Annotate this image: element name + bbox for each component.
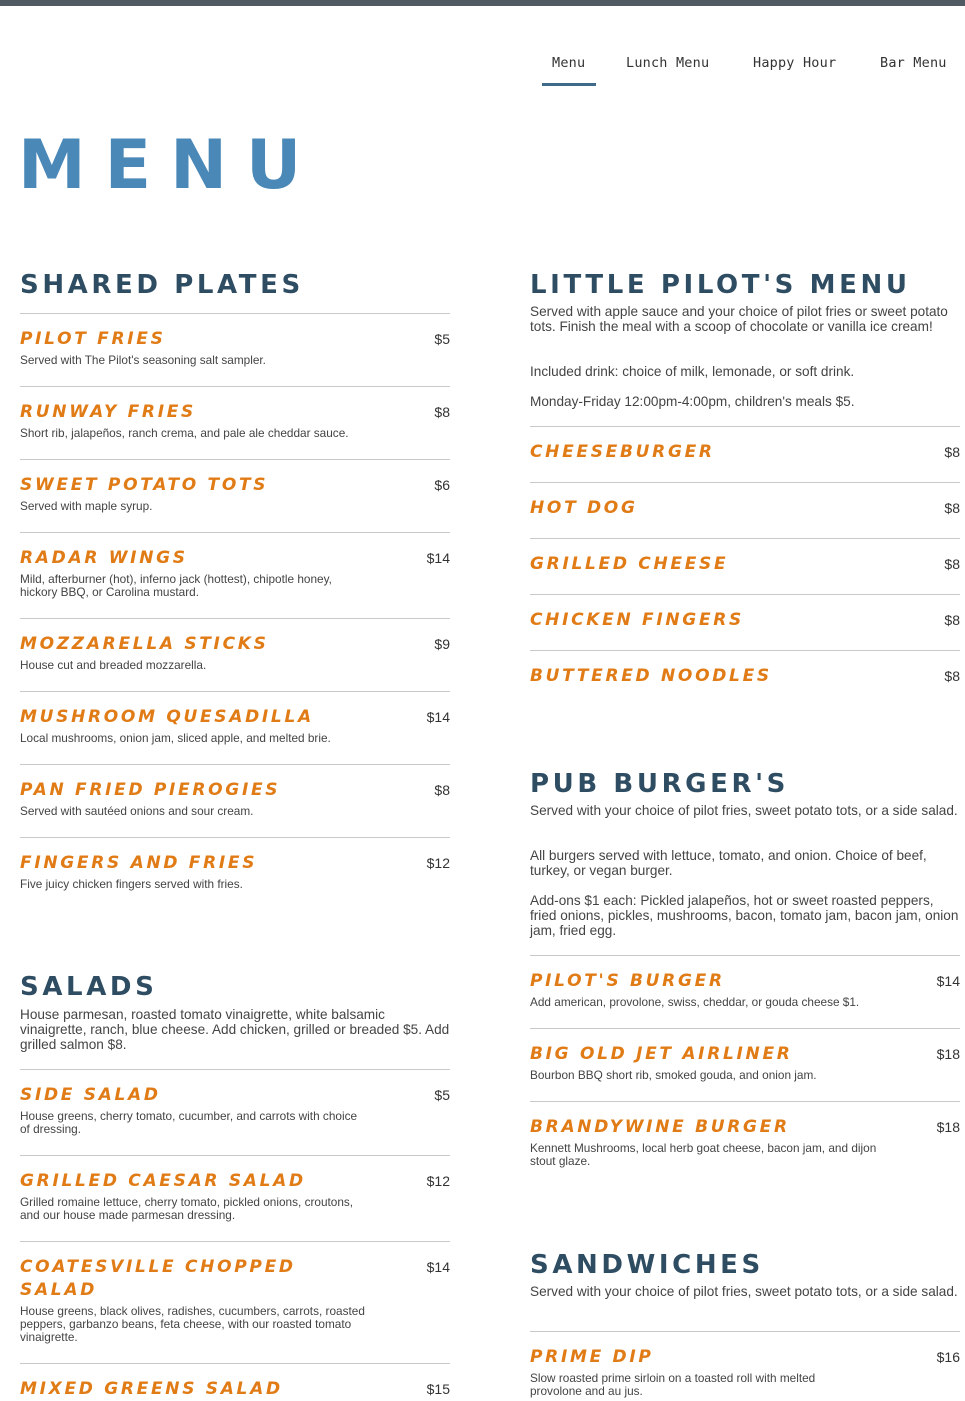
item-name: PRIME DIP <box>530 1347 654 1367</box>
divider <box>20 386 450 387</box>
item-name: GRILLED CAESAR SALAD <box>20 1171 306 1191</box>
item-desc: House greens, cherry tomato, cucumber, and carrots with choice of dressing. <box>20 1109 358 1136</box>
item-price: $18 <box>936 1119 960 1135</box>
item-name: CHICKEN FINGERS <box>530 610 745 630</box>
item-price: $8 <box>944 668 960 684</box>
item-name: SWEET POTATO TOTS <box>20 475 269 495</box>
nav-tab-lunch-menu[interactable]: Lunch Menu <box>626 55 710 71</box>
item-price: $16 <box>936 1349 960 1365</box>
item-price: $8 <box>434 782 450 798</box>
item-desc: Grilled romaine lettuce, cherry tomato, pickled onions, croutons, and our house made parmesan dressing. <box>20 1195 354 1222</box>
item-price: $12 <box>426 855 450 871</box>
divider <box>20 618 450 619</box>
item-name: FINGERS AND FRIES <box>20 853 258 873</box>
divider <box>20 764 450 765</box>
item-name: RUNWAY FRIES <box>20 402 196 422</box>
divider <box>530 482 960 483</box>
section-desc: Served with your choice of pilot fries, sweet potato tots, or a side salad. <box>530 803 958 818</box>
item-desc: Served with The Pilot's seasoning salt sampler. <box>20 353 266 367</box>
item-name: MUSHROOM QUESADILLA <box>20 707 314 727</box>
item-desc: Served with sautéed onions and sour cream. <box>20 804 254 818</box>
divider <box>20 532 450 533</box>
item-price: $14 <box>426 1259 450 1275</box>
item-price: $14 <box>426 709 450 725</box>
section-desc: Served with apple sauce and your choice of pilot fries or sweet potato tots. Finish the meal with a scoop of chocolate or vanilla ice cream! <box>530 304 948 334</box>
nav-tab-menu[interactable]: Menu <box>552 55 586 71</box>
item-name: PILOT FRIES <box>20 329 166 349</box>
item-name: RADAR WINGS <box>20 548 188 568</box>
item-price: $8 <box>944 500 960 516</box>
item-price: $5 <box>434 1087 450 1103</box>
section-desc: Add-ons $1 each: Pickled jalapeños, hot or sweet roasted peppers, fried onions, pickles, mushrooms, bacon, tomato jam, bacon jam, onion jam, fried egg. <box>530 893 959 938</box>
divider <box>530 955 960 956</box>
divider <box>20 313 450 314</box>
divider <box>530 1028 960 1029</box>
item-name: MOZZARELLA STICKS <box>20 634 269 654</box>
divider <box>530 538 960 539</box>
divider <box>530 594 960 595</box>
item-desc: House cut and breaded mozzarella. <box>20 658 207 672</box>
nav-tab-bar-menu[interactable]: Bar Menu <box>880 55 947 71</box>
section-title: SALADS <box>20 972 158 1002</box>
item-name: BIG OLD JET AIRLINER <box>530 1044 793 1064</box>
item-price: $12 <box>426 1173 450 1189</box>
item-price: $9 <box>434 636 450 652</box>
item-desc: Slow roasted prime sirloin on a toasted roll with melted provolone and au jus. <box>530 1371 816 1398</box>
item-name: HOT DOG <box>530 498 638 518</box>
divider <box>20 691 450 692</box>
section-desc: Monday-Friday 12:00pm-4:00pm, children's meals $5. <box>530 394 855 409</box>
item-desc: House greens, black olives, radishes, cucumbers, carrots, roasted peppers, garbanzo beans, feta cheese, with our roasted tomato vinaigrette. <box>20 1304 365 1344</box>
section-desc: House parmesan, roasted tomato vinaigrette, white balsamic vinaigrette, ranch, blue cheese. Add chicken, grilled or breaded $5. Add grilled salmon $8. <box>20 1007 450 1052</box>
item-desc: Short rib, jalapeños, ranch crema, and pale ale cheddar sauce. <box>20 426 349 440</box>
divider <box>530 1331 960 1332</box>
item-name: BUTTERED NOODLES <box>530 666 772 686</box>
divider <box>20 459 450 460</box>
divider <box>20 837 450 838</box>
item-desc: Mild, afterburner (hot), inferno jack (hottest), chipotle honey, hickory BBQ, or Carolina mustard. <box>20 572 332 599</box>
item-name: BRANDYWINE BURGER <box>530 1117 790 1137</box>
item-desc: Add american, provolone, swiss, cheddar, or gouda cheese $1. <box>530 995 860 1009</box>
divider <box>530 650 960 651</box>
divider <box>20 1069 450 1070</box>
item-desc: Local mushrooms, onion jam, sliced apple, and melted brie. <box>20 731 331 745</box>
section-title: LITTLE PILOT'S MENU <box>530 270 911 300</box>
item-name: PILOT'S BURGER <box>530 971 725 991</box>
item-price: $8 <box>944 444 960 460</box>
top-accent-bar <box>0 0 965 6</box>
item-price: $15 <box>426 1381 450 1397</box>
page-title: MENU <box>18 126 321 205</box>
item-price: $8 <box>434 404 450 420</box>
item-price: $14 <box>426 550 450 566</box>
item-name: COATESVILLE CHOPPED SALAD <box>20 1257 296 1300</box>
active-tab-indicator <box>542 83 596 86</box>
section-desc: Served with your choice of pilot fries, sweet potato tots, or a side salad. <box>530 1284 958 1299</box>
item-name: PAN FRIED PIEROGIES <box>20 780 281 800</box>
section-desc: Included drink: choice of milk, lemonade, or soft drink. <box>530 364 855 379</box>
divider <box>530 426 960 427</box>
item-desc: Five juicy chicken fingers served with fries. <box>20 877 243 891</box>
divider <box>530 1101 960 1102</box>
divider <box>20 1241 450 1242</box>
divider <box>20 1155 450 1156</box>
item-price: $18 <box>936 1046 960 1062</box>
section-desc: All burgers served with lettuce, tomato, and onion. Choice of beef, turkey, or vegan burger. <box>530 848 927 878</box>
section-title: PUB BURGER'S <box>530 769 789 799</box>
item-price: $6 <box>434 477 450 493</box>
section-title: SHARED PLATES <box>20 270 304 300</box>
item-name: CHEESEBURGER <box>530 442 715 462</box>
item-desc: Served with maple syrup. <box>20 499 153 513</box>
item-price: $8 <box>944 556 960 572</box>
item-name: MIXED GREENS SALAD <box>20 1379 283 1399</box>
item-price: $14 <box>936 973 960 989</box>
item-price: $8 <box>944 612 960 628</box>
item-name: SIDE SALAD <box>20 1085 161 1105</box>
item-desc: Bourbon BBQ short rib, smoked gouda, and onion jam. <box>530 1068 817 1082</box>
item-desc: Kennett Mushrooms, local herb goat cheese, bacon jam, and dijon stout glaze. <box>530 1141 877 1168</box>
nav-tab-happy-hour[interactable]: Happy Hour <box>753 55 837 71</box>
divider <box>20 1363 450 1364</box>
item-price: $5 <box>434 331 450 347</box>
section-title: SANDWICHES <box>530 1250 764 1280</box>
item-name: GRILLED CHEESE <box>530 554 729 574</box>
menu-nav <box>0 55 965 90</box>
